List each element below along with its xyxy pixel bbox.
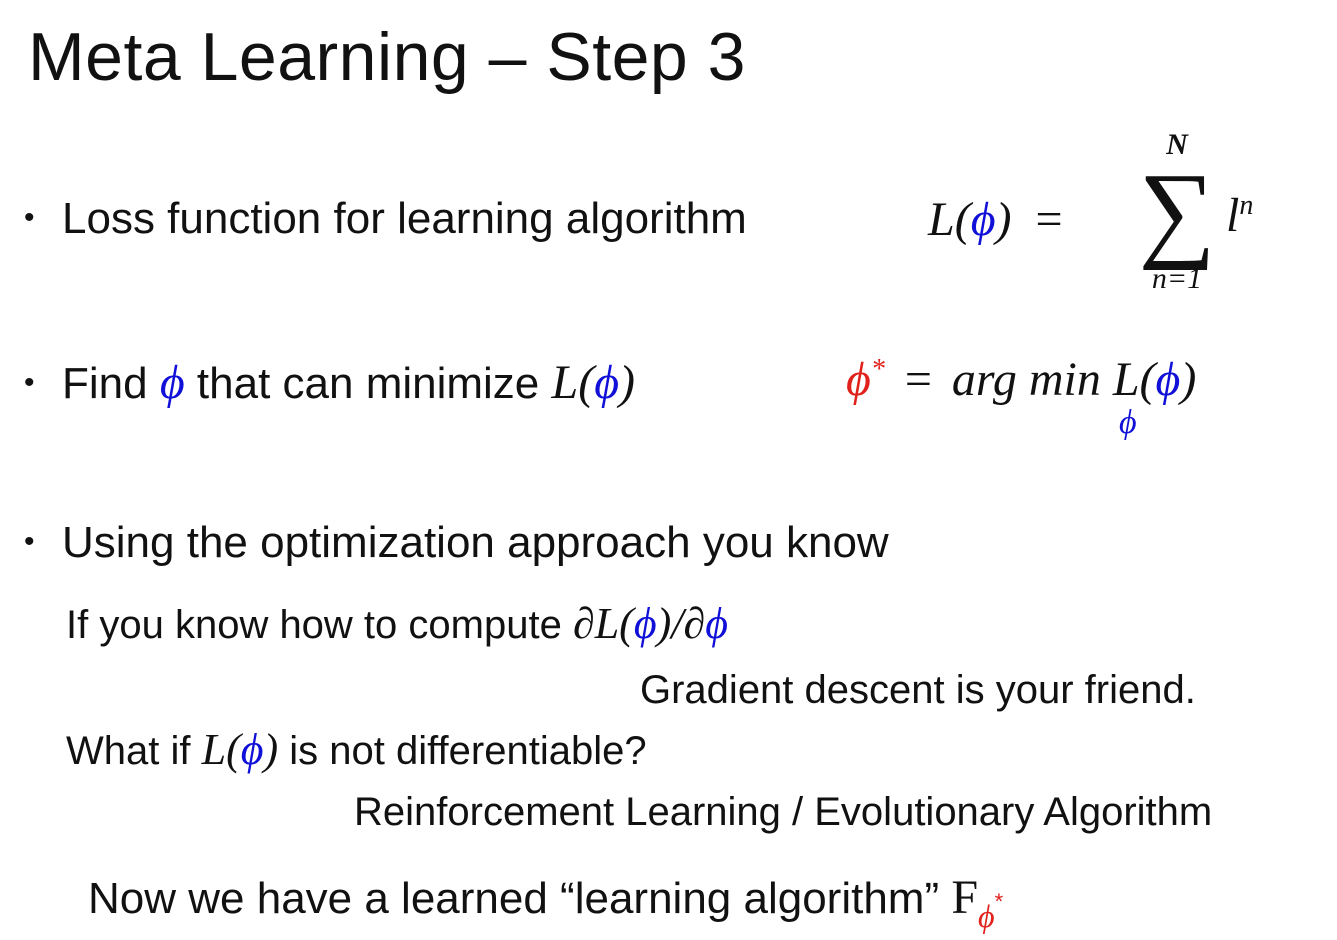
loss-equation-lhs: L(ϕ) = — [928, 193, 1063, 246]
bullet-dot-icon: • — [24, 525, 35, 558]
bullet-dot-icon: • — [24, 366, 35, 399]
slide-title: Meta Learning – Step 3 — [28, 19, 746, 95]
bullet-loss-function — [24, 194, 747, 244]
argmin-subscript-phi: ϕ — [1119, 404, 1137, 441]
sum-upper-limit: N — [1166, 128, 1188, 161]
nondiff-question: What if L( ϕ ) is not differentiable? — [66, 725, 647, 774]
argmin-equation: ϕ* = arg min L(ϕ) — [846, 353, 1197, 406]
gradient-answer: Gradient descent is your friend. — [640, 668, 1196, 712]
sum-lower-limit: n=1 — [1151, 262, 1203, 295]
phi-star-symbol: ϕ — [846, 353, 871, 406]
sigma-icon: ∑ — [1138, 152, 1216, 271]
nondiff-answer: Reinforcement Learning / Evolutionary Algorithm — [354, 790, 1213, 834]
bullet-text: Loss function for learning algorithm — [62, 194, 747, 243]
bullet-find-phi: • Find ϕ that can minimize L( ϕ ) — [24, 356, 636, 409]
phi-symbol: ϕ — [159, 356, 185, 409]
bullet-optimization: • Using the optimization approach you know — [24, 518, 889, 567]
final-statement: Now we have a learned “learning algorithm” F ϕ * — [88, 871, 1004, 934]
summation-symbol — [1132, 128, 1222, 296]
bullet-dot-icon: • — [24, 201, 35, 234]
loss-term: $l^n$ — [1226, 189, 1254, 242]
gradient-question: If you know how to compute ∂L( ϕ )/∂ ϕ — [66, 599, 729, 648]
phi-symbol: ϕ — [970, 193, 996, 246]
